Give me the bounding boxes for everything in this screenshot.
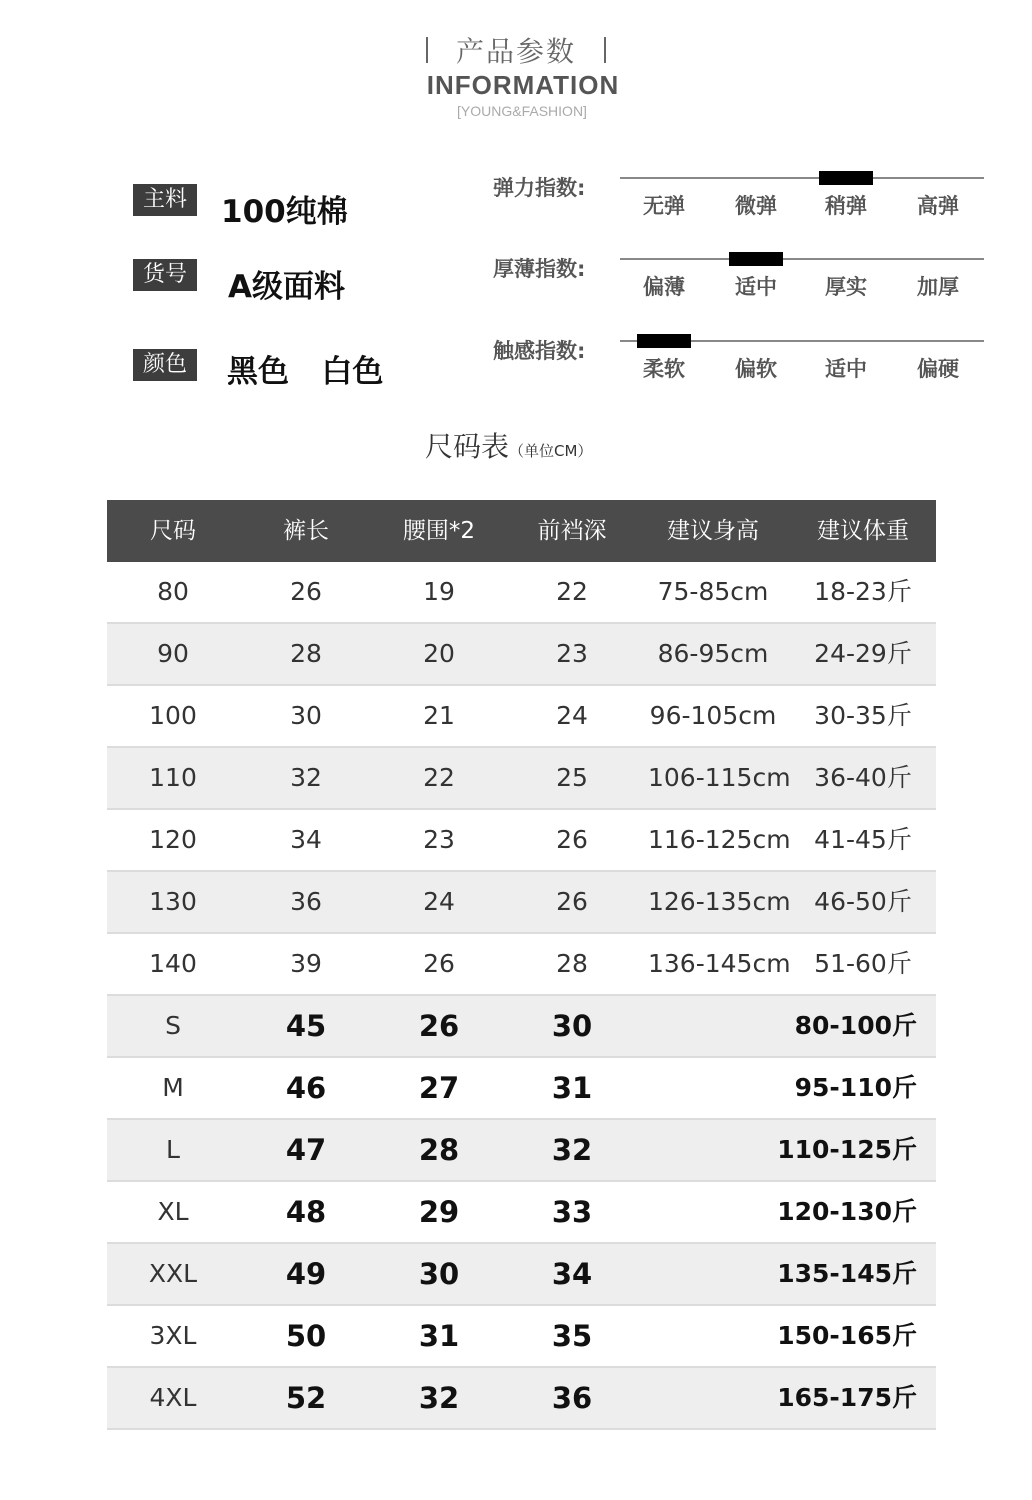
table-cell: 26 [418,1009,460,1043]
table-cell: 26 [290,577,322,606]
info-value-material: 100纯棉 [221,194,348,230]
table-row [107,562,936,624]
table-cell: 135-145斤 [777,1259,917,1288]
table-cell: 3XL [149,1321,197,1350]
column-header: 裤长 [283,518,329,544]
table-row [107,686,936,748]
table-cell: 30 [290,701,322,730]
table-cell: 23 [423,825,455,854]
table-cell: 35 [551,1319,593,1353]
index-scale-line [620,177,984,179]
divider [604,37,606,63]
table-cell: 23 [556,639,588,668]
table-cell: XL [157,1197,189,1226]
table-cell: 26 [423,949,455,978]
table-cell: 150-165斤 [777,1321,917,1350]
table-cell: 120 [149,825,197,854]
table-row [107,1306,936,1368]
table-cell: 46 [285,1071,327,1105]
table-cell: 31 [551,1071,593,1105]
index-label-touch: 触感指数: [493,339,586,363]
column-header: 建议体重 [817,518,909,544]
index-option: 高弹 [917,194,959,218]
table-cell: 26 [556,887,588,916]
table-cell: 28 [290,639,322,668]
table-cell: 28 [418,1133,460,1167]
table-row [107,748,936,810]
info-value-item-no: A级面料 [228,269,345,305]
info-tag-color: 颜色 [133,349,197,381]
table-cell: 27 [418,1071,460,1105]
index-option: 柔软 [643,357,685,381]
table-cell: 136-145cm [648,949,791,978]
table-cell: 47 [285,1133,327,1167]
table-cell: 36 [290,887,322,916]
table-cell: 80-100斤 [794,1011,917,1040]
index-option: 适中 [825,357,867,381]
table-cell: S [165,1011,181,1040]
table-cell: 20 [423,639,455,668]
table-cell: 49 [285,1257,327,1291]
table-cell: 39 [290,949,322,978]
table-cell: 86-95cm [657,639,769,668]
table-cell: 116-125cm [648,825,791,854]
table-cell: M [162,1073,184,1102]
table-cell: 30 [551,1009,593,1043]
table-cell: 30 [418,1257,460,1291]
info-tag-item-no: 货号 [133,259,197,291]
size-table [107,500,936,1430]
index-option: 微弹 [735,194,777,218]
table-cell: 130 [149,887,197,916]
index-selected-marker [819,171,873,185]
table-cell: 36-40斤 [814,763,912,792]
table-cell: 30-35斤 [814,701,912,730]
divider [426,37,428,63]
table-cell: 21 [423,701,455,730]
table-row [107,1058,936,1120]
table-cell: 80 [157,577,189,606]
size-table-unit: （单位CM） [509,442,593,460]
table-cell: 96-105cm [649,701,777,730]
index-option: 偏薄 [643,275,685,299]
column-header: 前裆深 [537,518,607,544]
index-label-elasticity: 弹力指数: [493,176,586,200]
table-cell: 95-110斤 [794,1073,917,1102]
table-cell: 126-135cm [648,887,791,916]
index-label-thickness: 厚薄指数: [493,257,586,281]
table-cell: 165-175斤 [777,1383,917,1412]
index-option: 适中 [735,275,777,299]
info-tag-material: 主料 [133,184,197,216]
table-cell: 18-23斤 [814,577,912,606]
table-cell: 25 [556,763,588,792]
table-cell: 29 [418,1195,460,1229]
table-cell: 120-130斤 [777,1197,917,1226]
table-cell: 52 [285,1381,327,1415]
index-selected-marker [729,252,783,266]
table-cell: L [166,1135,180,1164]
table-cell: 90 [157,639,189,668]
table-cell: 140 [149,949,197,978]
index-option: 厚实 [825,275,867,299]
table-cell: 24-29斤 [814,639,912,668]
table-cell: 110 [149,763,197,792]
table-cell: 24 [556,701,588,730]
column-header: 腰围*2 [402,518,476,544]
size-table-title-text: 尺码表 [425,430,510,463]
table-cell: 32 [551,1133,593,1167]
table-cell: 100 [149,701,197,730]
header-title-cn [0,30,1032,70]
table-cell: 33 [551,1195,593,1229]
index-scale-line [620,258,984,260]
table-cell: 41-45斤 [814,825,912,854]
index-selected-marker [637,334,691,348]
index-option: 偏硬 [917,357,959,381]
index-option: 稍弹 [825,194,867,218]
column-header: 尺码 [150,518,196,544]
table-cell: 110-125斤 [777,1135,917,1164]
table-cell: 32 [290,763,322,792]
header-title-cn-text: 产品参数 [455,35,576,68]
table-row [107,1182,936,1244]
info-value-color: 黑色 白色 [227,354,384,390]
table-cell: 36 [551,1381,593,1415]
table-cell: 31 [418,1319,460,1353]
header-title-en: INFORMATION [426,70,620,100]
table-cell: 48 [285,1195,327,1229]
index-option: 加厚 [917,275,959,299]
table-cell: 32 [418,1381,460,1415]
table-row [107,1244,936,1306]
header-subtitle: [YOUNG&FASHION] [457,103,587,119]
table-row [107,810,936,872]
table-row [107,624,936,686]
index-option: 无弹 [643,194,685,218]
table-cell: 34 [551,1257,593,1291]
table-cell: 34 [290,825,322,854]
table-cell: 45 [285,1009,327,1043]
table-cell: 4XL [149,1383,197,1412]
table-cell: 51-60斤 [814,949,912,978]
table-row [107,996,936,1058]
size-table-header [107,500,936,562]
table-cell: 22 [556,577,588,606]
table-row [107,934,936,996]
table-row [107,1120,936,1182]
table-row [107,872,936,934]
table-cell: 22 [423,763,455,792]
table-cell: 28 [556,949,588,978]
table-cell: 106-115cm [648,763,791,792]
table-cell: 75-85cm [657,577,769,606]
size-table-title [425,425,592,465]
column-header: 建议身高 [667,518,759,544]
table-cell: 46-50斤 [814,887,912,916]
index-option: 偏软 [735,357,777,381]
table-cell: XXL [148,1259,198,1288]
table-cell: 50 [285,1319,327,1353]
table-row [107,1368,936,1430]
table-cell: 26 [556,825,588,854]
table-cell: 24 [423,887,455,916]
table-cell: 19 [423,577,455,606]
size-table-body [107,562,936,1430]
